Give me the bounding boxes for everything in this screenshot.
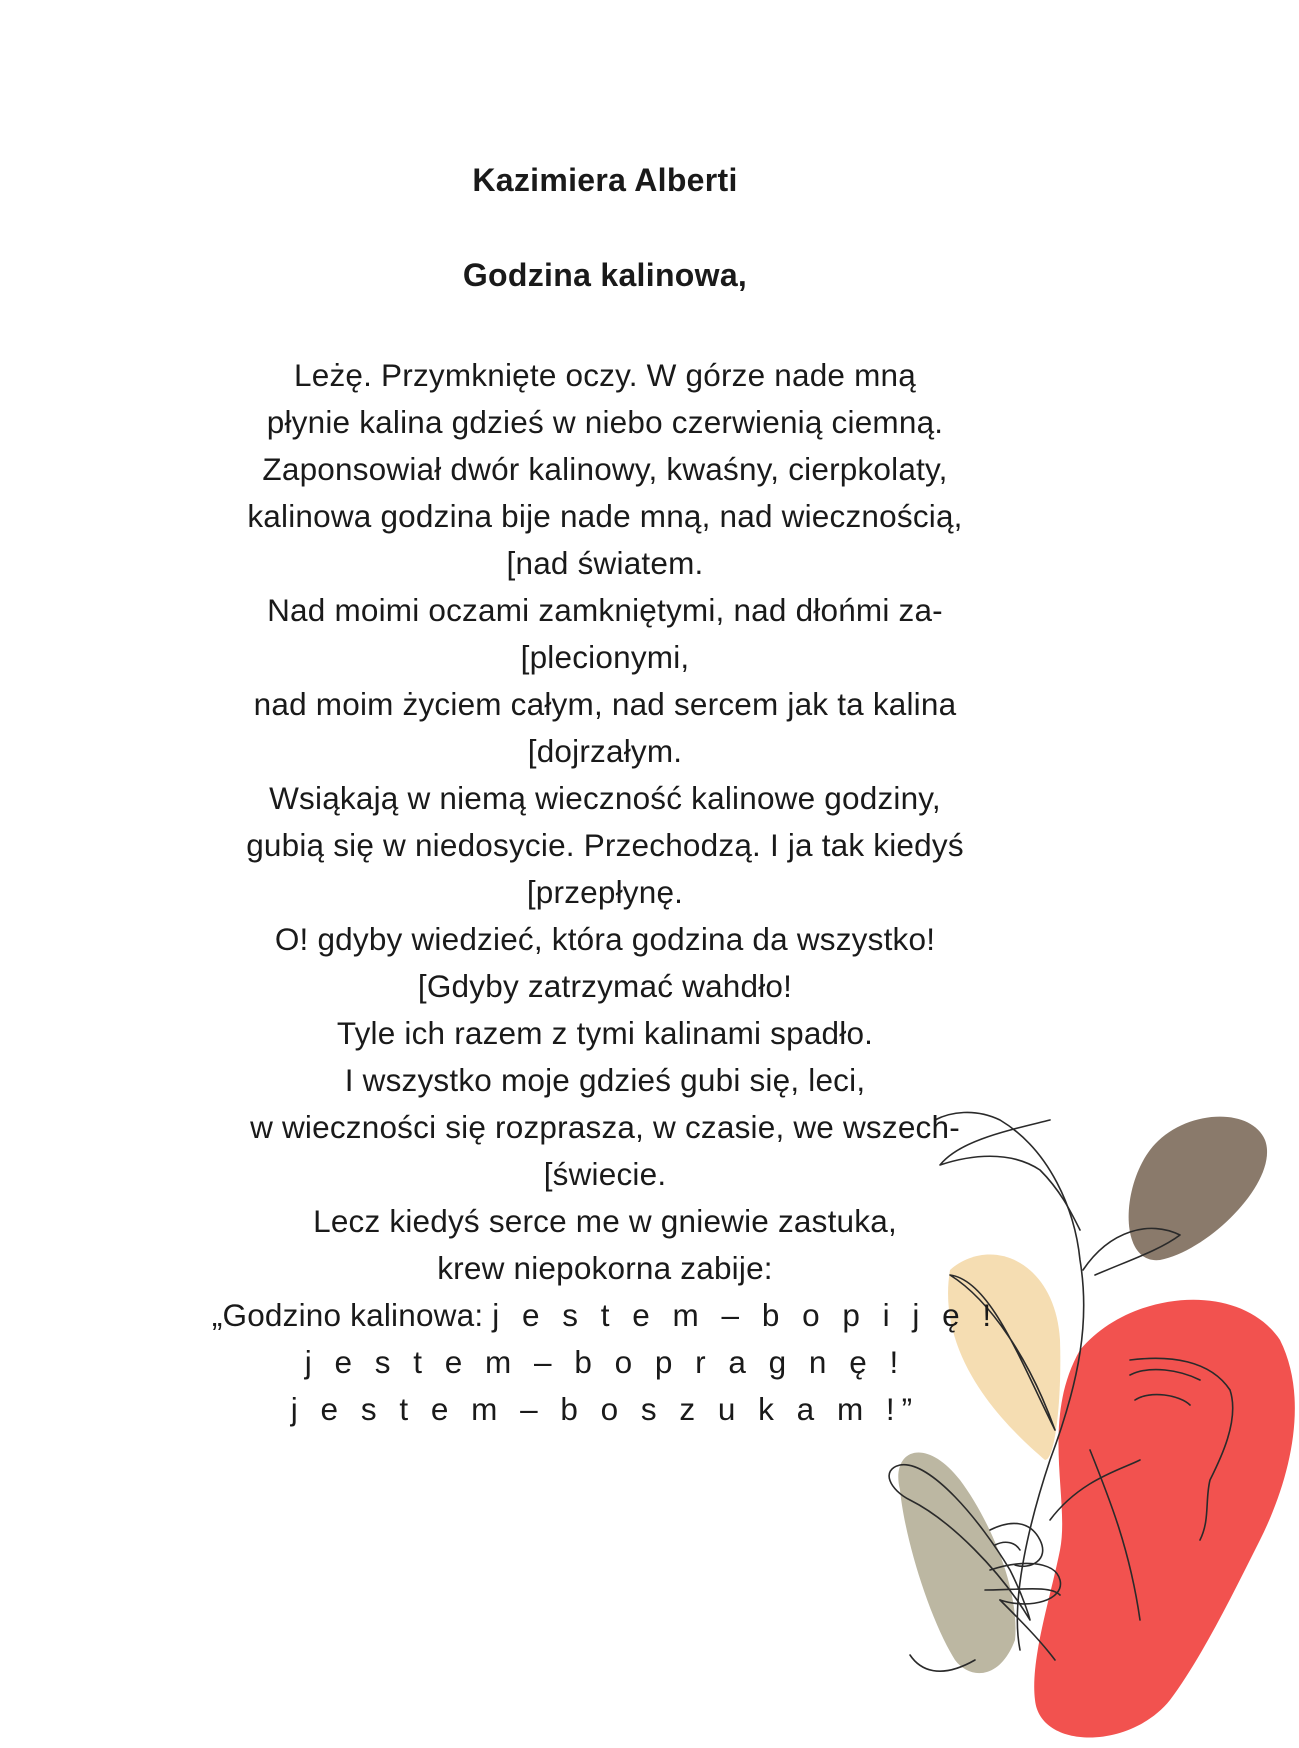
poem-line: nad moim życiem całym, nad sercem jak ta kalina <box>253 686 957 722</box>
poem-line: I wszystko moje gdzieś gubi się, leci, <box>344 1062 866 1098</box>
poem-line: [przepłynę. <box>526 874 684 910</box>
poem-line: Wsiąkają w niemą wieczność kalinowe godziny, <box>269 780 941 816</box>
poem-line: Lecz kiedyś serce me w gniewie zastuka, <box>313 1203 897 1239</box>
author-name: Kazimiera Alberti <box>472 162 738 198</box>
poem-line: [Gdyby zatrzymać wahdło! <box>417 968 793 1004</box>
poem-line: [świecie. <box>543 1156 667 1192</box>
brown-blob <box>1129 1117 1267 1261</box>
poem-line: Zaponsowiał dwór kalinowy, kwaśny, cierpkolaty, <box>262 451 948 487</box>
final-spaced-1: j e s t e m – b o p i j ę ! <box>492 1297 999 1333</box>
poem-line: Nad moimi oczami zamkniętymi, nad dłońmi za- <box>267 592 943 628</box>
poem-final-line-1 <box>150 1292 1060 1339</box>
red-face-blob <box>1034 1300 1295 1738</box>
poem-line: [nad światem. <box>506 545 704 581</box>
poem-body <box>150 352 1060 1433</box>
poem-line: [plecionymi, <box>520 639 690 675</box>
poem-line: Leżę. Przymknięte oczy. W górze nade mną <box>294 357 916 393</box>
poem-line: kalinowa godzina bije nade mną, nad wiecznością, <box>247 498 963 534</box>
poem-line: w wieczności się rozprasza, w czasie, we wszech- <box>250 1109 960 1145</box>
poem-title: Godzina kalinowa, <box>462 257 748 293</box>
poem-line: O! gdyby wiedzieć, która godzina da wszystko! <box>274 921 936 957</box>
poem-line: płynie kalina gdzieś w niebo czerwienią ciemną. <box>266 404 944 440</box>
poem-line: [dojrzałym. <box>527 733 683 769</box>
poem-final-line-2: j e s t e m – b o p r a g n ę ! <box>304 1344 906 1380</box>
poem-final-line-3: j e s t e m – b o s z u k a m !” <box>290 1391 920 1427</box>
poem-line: Tyle ich razem z tymi kalinami spadło. <box>336 1015 874 1051</box>
poem-line: gubią się w niedosycie. Przechodzą. I ja tak kiedyś <box>246 827 964 863</box>
poem-line: krew niepokorna zabije: <box>437 1250 773 1286</box>
sage-leaf <box>898 1452 1015 1673</box>
final-prefix: „Godzino kalinowa: <box>211 1297 493 1333</box>
